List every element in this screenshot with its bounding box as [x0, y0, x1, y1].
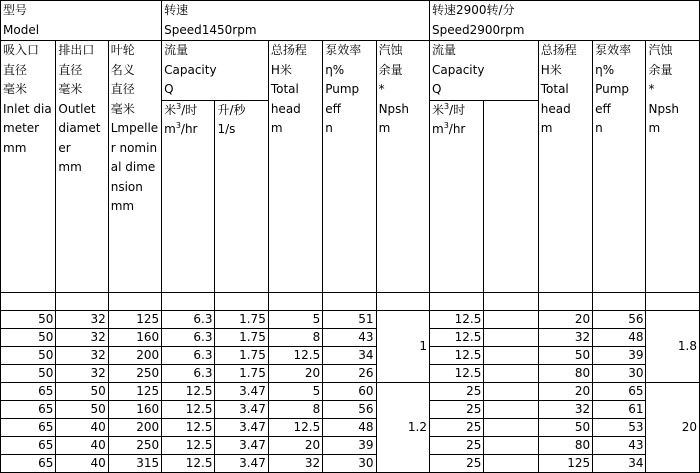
npsh-header-1450: 汽蚀 余量 * Npsh m [376, 41, 429, 293]
npsh-header-2900: 汽蚀 余量 * Npsh m [646, 41, 700, 293]
table-row: 65 50 125 12.5 3.47 5 60 1.2 25 20 65 20 [1, 382, 700, 400]
data-rows [1, 310, 700, 472]
m3h-header-1450: 米$^3$/时 $m^3/hr$ [162, 100, 215, 292]
table-row: 50 32 200 6.3 1.75 12.5 34 12.5 50 39 [1, 346, 700, 364]
ls-header-1450: 升/秒 1/s [215, 100, 268, 292]
total-head-header-2900: 总扬程 H米 Total head m [538, 41, 592, 293]
total-head-header-1450: 总扬程 H米 Total head m [268, 41, 322, 293]
inlet-diameter-header: 吸入口 直径 毫米 Inlet diameter mm [1, 41, 56, 293]
m3h-header-2900: 米$^3$/时 $m^3/hr$ [429, 100, 483, 292]
npsh-2900-group-2: 20 [646, 382, 700, 472]
efficiency-header-1450: 泵效率 η% Pump eff n [323, 41, 376, 293]
npsh-1450-group-1: 1 [376, 310, 429, 382]
table-row: 50 32 250 6.3 1.75 20 26 12.5 80 30 [1, 364, 700, 382]
model-header: 型号 Model [1, 1, 162, 41]
impeller-diameter-header: 叶轮 名义 直径 毫米 Lmpeller nominal dimension mm [108, 41, 161, 293]
capacity-header-2900: 流量 Capacity Q [429, 41, 538, 101]
capacity-header-1450: 流量 Capacity Q [162, 41, 269, 101]
table-row: 65 40 315 12.5 3.47 32 30 25 125 34 [1, 454, 700, 472]
speed-1450-header: 转速 Speed1450rpm [162, 1, 430, 41]
table-row: 50 32 125 6.3 1.75 5 51 1 12.5 20 56 1.8 [1, 310, 700, 328]
table-row: 65 40 200 12.5 3.47 12.5 48 25 50 53 [1, 418, 700, 436]
ls-header-2900 [484, 100, 538, 292]
spacer-row [1, 292, 700, 310]
efficiency-header-2900: 泵效率 η% Pump eff n [593, 41, 646, 293]
header-row-2 [1, 41, 700, 101]
table-row: 65 50 160 12.5 3.47 8 56 25 32 61 [1, 400, 700, 418]
table-row: 65 40 250 12.5 3.47 20 39 25 80 43 [1, 436, 700, 454]
header-row-1 [1, 1, 700, 41]
speed-2900-header: 转速2900转/分 Speed2900rpm [429, 1, 699, 41]
outlet-diameter-header: 排出口 直径 毫米 Outlet diameter mm [56, 41, 108, 293]
npsh-2900-group-1: 1.8 [646, 310, 700, 382]
table-row: 50 32 160 6.3 1.75 8 43 12.5 32 48 [1, 328, 700, 346]
npsh-1450-group-2: 1.2 [376, 382, 429, 472]
